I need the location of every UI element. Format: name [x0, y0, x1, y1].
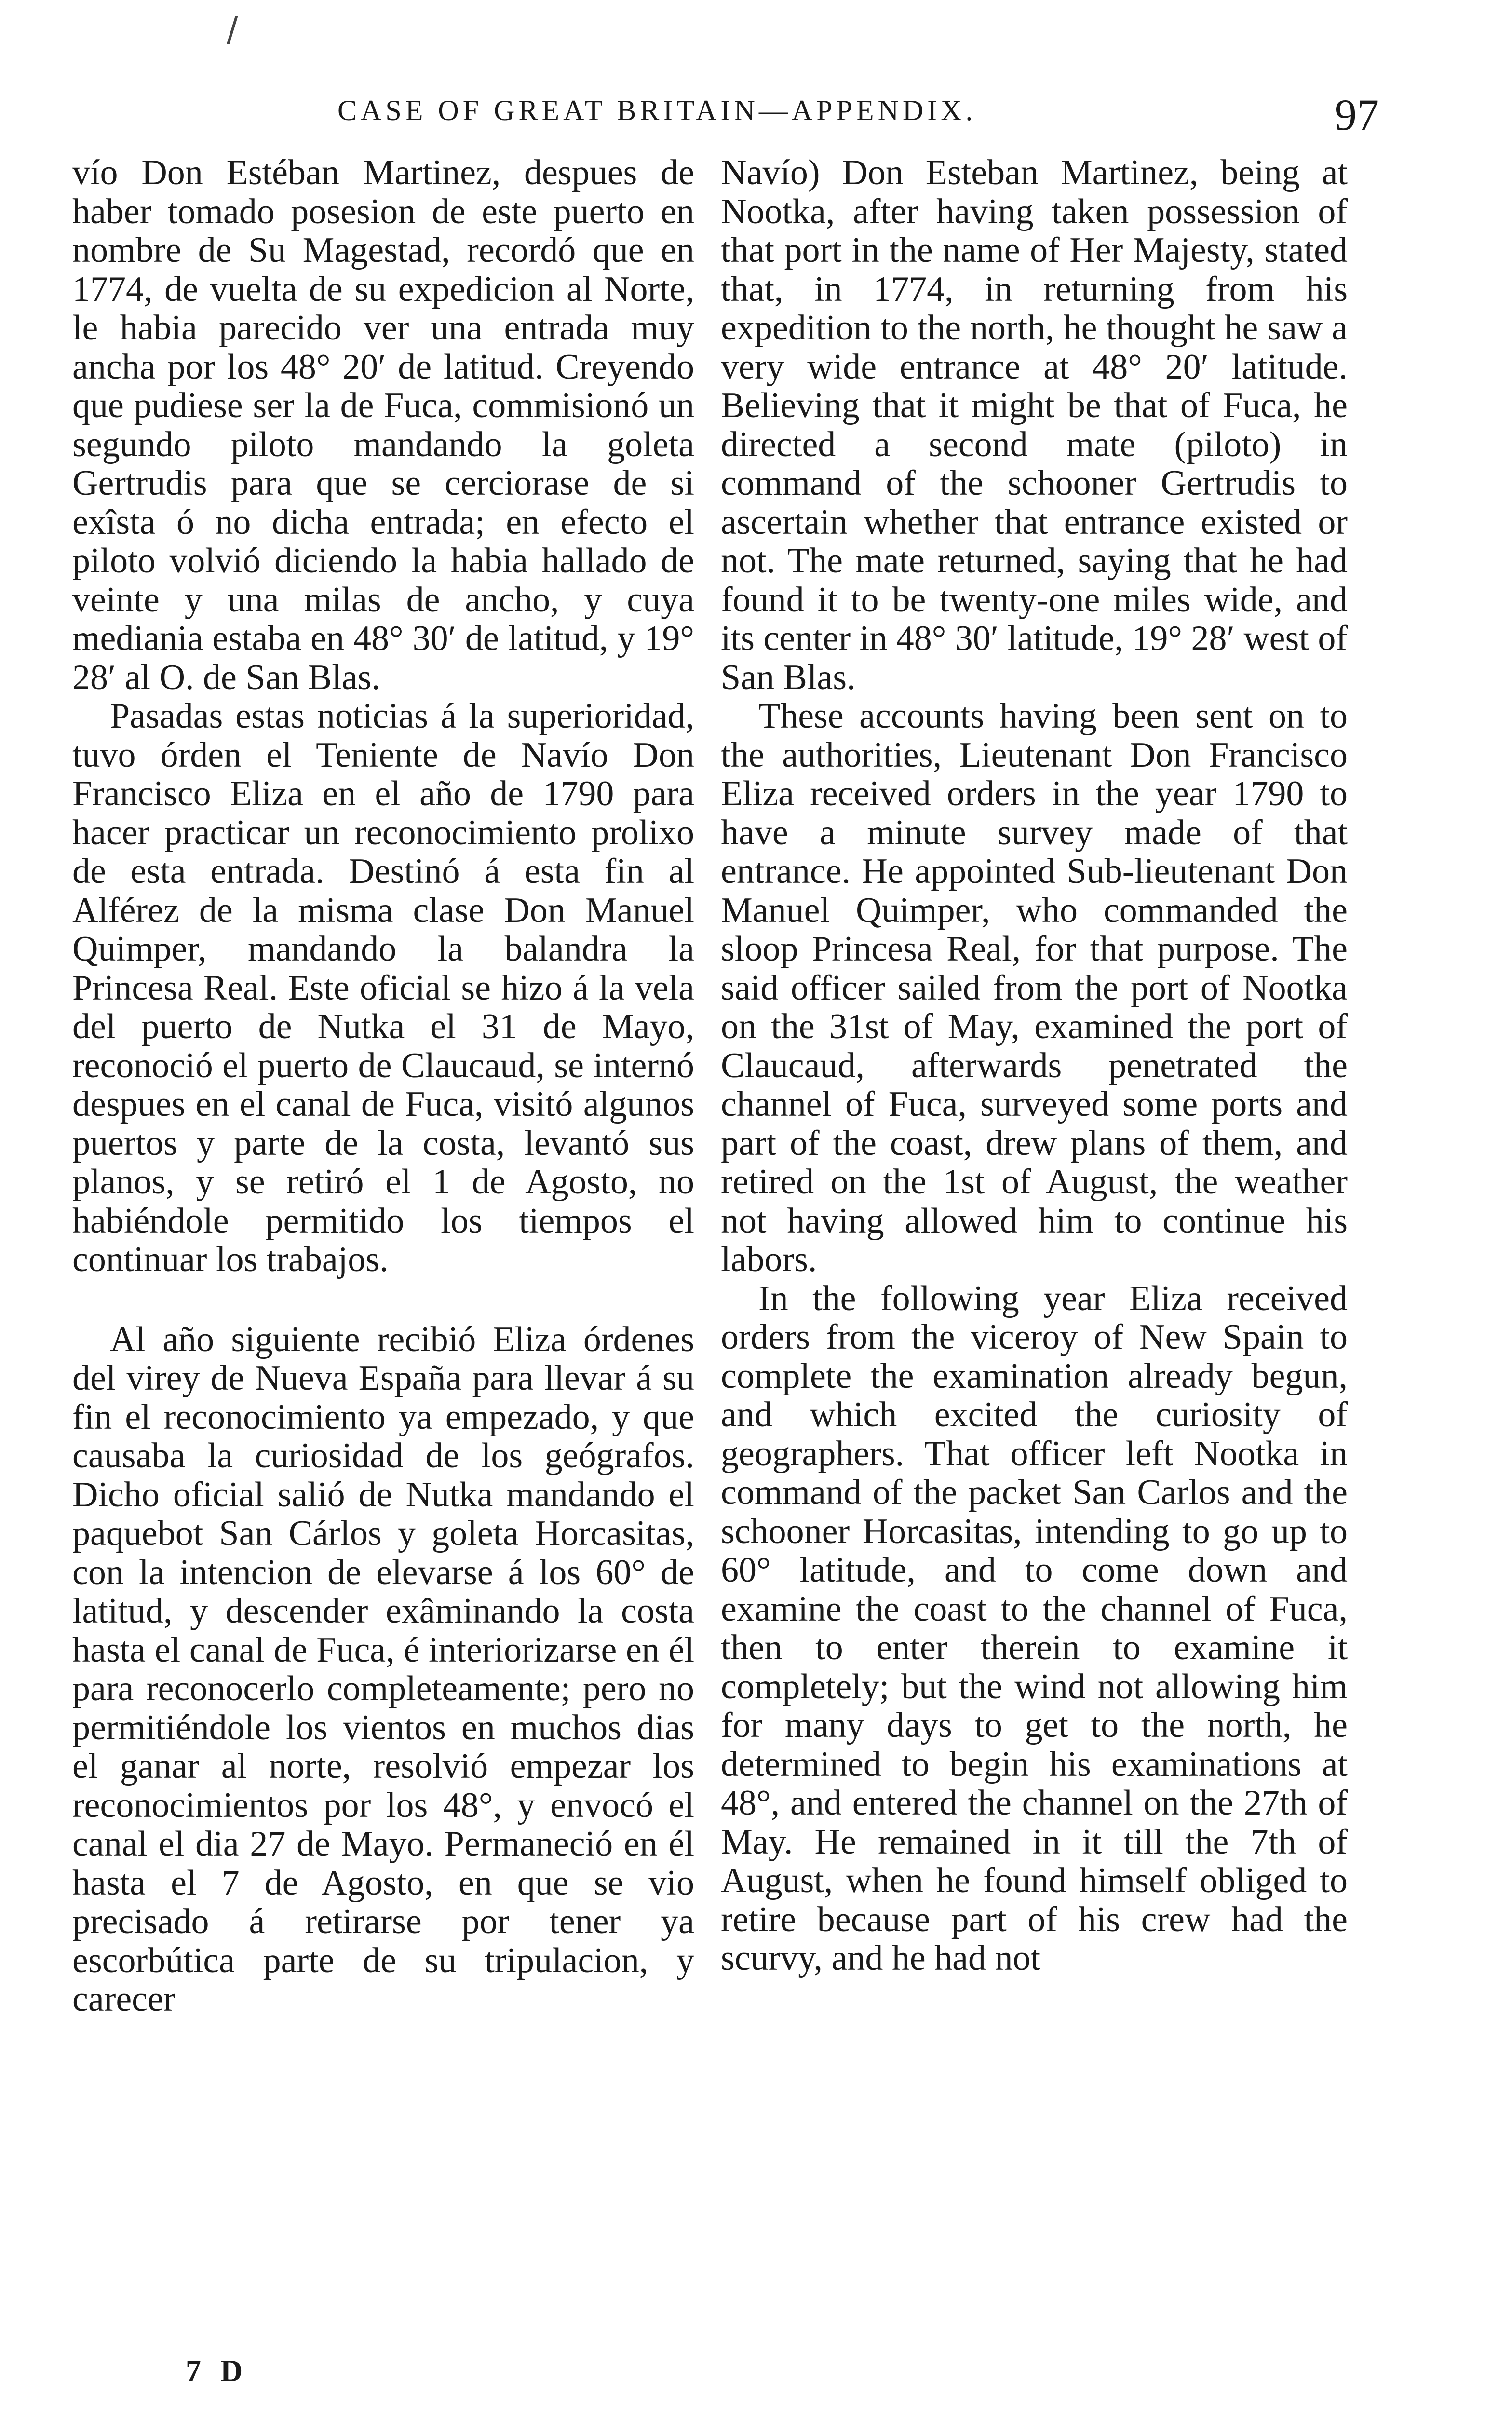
english-column: [721, 153, 1348, 1978]
spanish-column: [72, 153, 694, 2019]
page-header: [338, 89, 1379, 142]
english-paragraph-2: These accounts having been sent on to the authorities, Lieutenant Don Francisco Eliza received orders in the year 1790 to have a minute survey made of that entrance. He appointed Sub-lieutenant Don Manuel Quimper, who commanded the sloop Princesa Real, for that purpose. The said officer sailed from the port of Nootka on the 31st of May, examined the port of Claucaud, afterwards penetrated the channel of Fuca, surveyed some ports and part of the coast, drew plans of them, and retired on the 1st of August, the weather not having allowed him to continue his labors.: [721, 696, 1348, 1279]
spanish-paragraph-3: Al año siguiente recibió Eliza órdenes del virey de Nueva España para llevar á su fin el reconocimiento ya empezado, y que causaba la curiosidad de los geógrafos. Dicho oficial salió de Nutka mandando el paquebot San Cárlos y goleta Horcasitas, con la intencion de elevarse á los 60° de latitud, y descender exâminando la costa hasta el canal de Fuca, é interiorizarse en él para reconocerlo completeamente; pero no permitiéndole los vientos en muchos dias el ganar al norte, resolvió empezar los reconocimientos por los 48°, y envocó el canal el dia 27 de Mayo. Permaneció en él hasta el 7 de Agosto, en que se vio precisado á retirarse por tener ya escorbútica parte de su tripulacion, y carecer: [72, 1319, 694, 2019]
spanish-paragraph-1: vío Don Estéban Martinez, despues de haber tomado posesion de este puerto en nombre de Su Magestad, recordó que en 1774, de vuelta de su expedicion al Norte, le habia parecido ver una entrada muy ancha por los 48° 20′ de latitud. Creyendo que pudiese ser la de Fuca, commisionó un segundo piloto mandando la goleta Gertrudis para que se cerciorase de si exîsta ó no dicha entrada; en efecto el piloto volvió diciendo la habia hallado de veinte y una milas de ancho, y cuya mediania estaba en 48° 30′ de latitud, y 19° 28′ al O. de San Blas.: [72, 153, 694, 697]
english-paragraph-1: Navío) Don Esteban Martinez, being at Nootka, after having taken possession of that port in the name of Her Majesty, stated that, in 1774, in returning from his expedition to the north, he thought he saw a very wide entrance at 48° 20′ latitude. Believing that it might be that of Fuca, he directed a second mate (piloto) in command of the schooner Gertrudis to ascertain whether that entrance existed or not. The mate returned, saying that he had found it to be twenty-one miles wide, and its center in 48° 30′ latitude, 19° 28′ west of San Blas.: [721, 153, 1348, 697]
printer-signature-mark: 7 D: [186, 2354, 249, 2388]
page-number: 97: [1335, 90, 1379, 139]
running-head: CASE OF GREAT BRITAIN—APPENDIX.: [338, 95, 977, 126]
english-paragraph-3: In the following year Eliza received orders from the viceroy of New Spain to complete the examination already begun, and which excited the curiosity of geographers. That officer left Nootka in command of the packet San Carlos and the schooner Horcasitas, intending to go up to 60° latitude, and to come down and examine the coast to the channel of Fuca, then to enter therein to examine it completely; but the wind not allowing him for many days to get to the north, he determined to begin his examinations at 48°, and entered the channel on the 27th of May. He remained in it till the 7th of August, when he found himself obliged to retire because part of his crew had the scurvy, and he had not: [721, 1278, 1348, 1978]
stray-pencil-mark: /: [227, 10, 238, 49]
spanish-paragraph-2: Pasadas estas noticias á la superioridad, tuvo órden el Teniente de Navío Don Francisco Eliza en el año de 1790 para hacer practicar un reconocimiento prolixo de esta entrada. Destinó á esta fin al Alférez de la misma clase Don Manuel Quimper, mandando la balandra la Princesa Real. Este oficial se hizo á la vela del puerto de Nutka el 31 de Mayo, reconoció el puerto de Claucaud, se internó despues en el canal de Fuca, visitó algunos puertos y parte de la costa, levantó sus planos, y se retiró el 1 de Agosto, no habiéndole permitido los tiempos el continuar los trabajos.: [72, 696, 694, 1279]
